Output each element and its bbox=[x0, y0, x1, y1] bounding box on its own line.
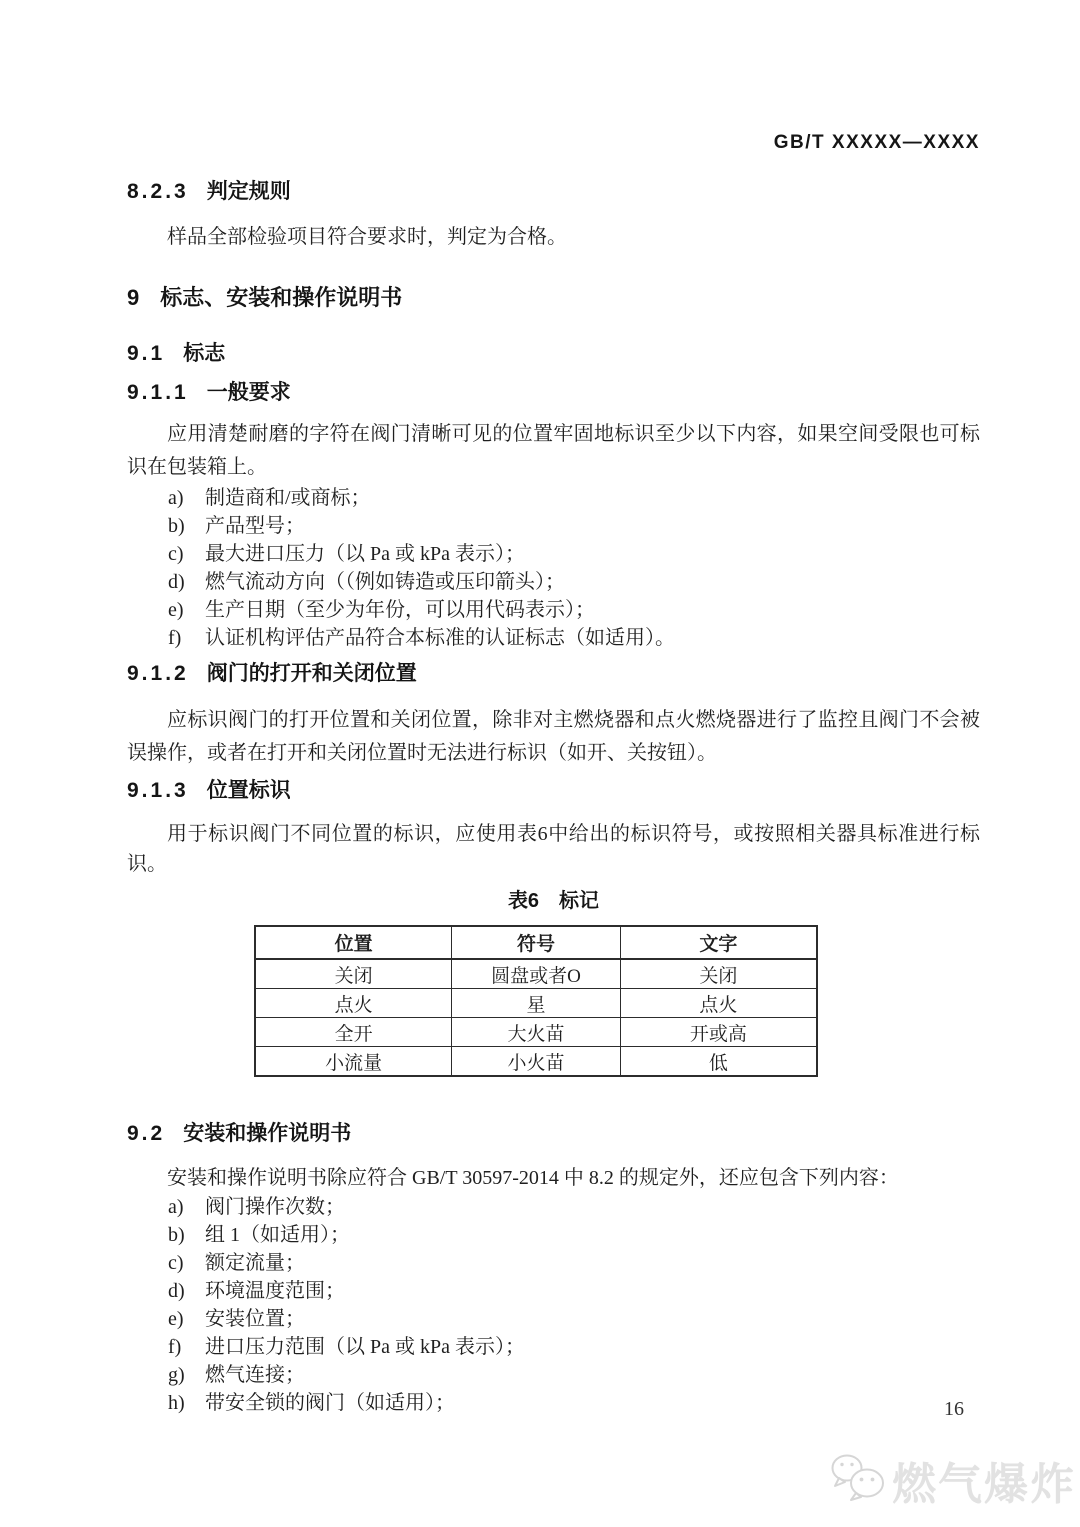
list-item-label: a) bbox=[168, 487, 184, 509]
list-item-label: f) bbox=[168, 1336, 182, 1358]
list-item-label: b) bbox=[168, 1224, 185, 1246]
list-item-label: e) bbox=[168, 599, 184, 621]
table-cell: 点火 bbox=[255, 989, 452, 1018]
heading-number: 9.1.3 bbox=[127, 779, 189, 802]
heading-9-1 bbox=[127, 341, 980, 367]
table-cell: 星 bbox=[452, 989, 620, 1018]
list-item bbox=[127, 540, 980, 568]
table-row bbox=[255, 989, 817, 1018]
list-item-text: 环境温度范围； bbox=[205, 1280, 345, 1302]
page-number: 16 bbox=[944, 1398, 964, 1420]
table-cell: 大火苗 bbox=[452, 1018, 620, 1047]
table-header-cell: 文字 bbox=[620, 926, 817, 959]
list-item bbox=[127, 512, 980, 540]
list-item-text: 生产日期（至少为年份，可以用代码表示）； bbox=[205, 599, 595, 621]
heading-title: 一般要求 bbox=[206, 381, 291, 404]
list-item-text: 组 1（如适用）； bbox=[205, 1224, 350, 1246]
table-cell: 低 bbox=[620, 1047, 817, 1077]
paragraph-9-2: 安装和操作说明书除应符合 GB/T 30597-2014 中 8.2 的规定外，还应包含下列内容： bbox=[167, 1167, 899, 1189]
list-item-text: 产品型号； bbox=[205, 515, 305, 537]
heading-number: 9.1.1 bbox=[127, 381, 189, 404]
list-item-text: 安装位置； bbox=[205, 1308, 305, 1330]
table-row bbox=[255, 959, 817, 989]
heading-number: 9.2 bbox=[127, 1122, 166, 1145]
list-item-text: 制造商和/或商标； bbox=[205, 487, 371, 509]
heading-9-1-1 bbox=[127, 380, 980, 406]
list-item-text: 认证机构评估产品符合本标准的认证标志（如适用）。 bbox=[205, 627, 675, 649]
list-item bbox=[127, 1305, 980, 1333]
list-item bbox=[127, 1361, 980, 1389]
heading-9-1-3 bbox=[127, 778, 980, 804]
heading-number: 9.1.2 bbox=[127, 662, 189, 685]
heading-8-2-3 bbox=[127, 179, 980, 205]
instruction-items-list bbox=[127, 1193, 980, 1417]
table-header-row bbox=[255, 926, 817, 959]
list-item bbox=[127, 596, 980, 624]
table-cell: 全开 bbox=[255, 1018, 452, 1047]
list-item bbox=[127, 1389, 980, 1417]
list-item-text: 燃气连接； bbox=[205, 1364, 305, 1386]
list-item-label: c) bbox=[168, 543, 184, 565]
table-cell: 圆盘或者O bbox=[452, 959, 620, 989]
list-item-text: 最大进口压力（以 Pa 或 kPa 表示）； bbox=[205, 543, 525, 565]
list-item-text: 燃气流动方向（（例如铸造或压印箭头）； bbox=[205, 571, 565, 593]
list-item-label: h) bbox=[168, 1392, 185, 1414]
list-item-label: e) bbox=[168, 1308, 184, 1330]
list-item bbox=[127, 1333, 980, 1361]
table-cell: 小火苗 bbox=[452, 1047, 620, 1077]
list-item bbox=[127, 1193, 980, 1221]
heading-title: 判定规则 bbox=[206, 180, 291, 203]
list-item-label: b) bbox=[168, 515, 185, 537]
table-cell: 开或高 bbox=[620, 1018, 817, 1047]
table-header-cell: 位置 bbox=[255, 926, 452, 959]
list-item-label: d) bbox=[168, 1280, 185, 1302]
table-cell: 关闭 bbox=[255, 959, 452, 989]
list-item-text: 带安全锁的阀门（如适用）； bbox=[205, 1392, 455, 1414]
list-item-label: a) bbox=[168, 1196, 184, 1218]
table-row bbox=[255, 1047, 817, 1077]
list-item bbox=[127, 1277, 980, 1305]
heading-title: 标志 bbox=[183, 342, 226, 365]
table-cell: 小流量 bbox=[255, 1047, 452, 1077]
list-item-text: 阀门操作次数； bbox=[205, 1196, 345, 1218]
paragraph-9-1-1: 应用清楚耐磨的字符在阀门清晰可见的位置牢固地标识至少以下内容，如果空间受限也可标识在包装箱上。 bbox=[127, 423, 980, 478]
marking-items-list bbox=[127, 484, 980, 652]
heading-number: 8.2.3 bbox=[127, 180, 189, 203]
heading-title: 位置标识 bbox=[206, 779, 291, 802]
list-item bbox=[127, 568, 980, 596]
list-item-text: 进口压力范围（以 Pa 或 kPa 表示）； bbox=[205, 1336, 525, 1358]
paragraph-8-2-3: 样品全部检验项目符合要求时，判定为合格。 bbox=[167, 226, 567, 248]
heading-9-2 bbox=[127, 1121, 980, 1147]
table-cell: 关闭 bbox=[620, 959, 817, 989]
table-header-cell: 符号 bbox=[452, 926, 620, 959]
paragraph-9-1-3: 用于标识阀门不同位置的标识，应使用表6中给出的标识符号，或按照相关器具标准进行标识。 bbox=[127, 823, 980, 875]
list-item-text: 额定流量； bbox=[205, 1252, 305, 1274]
list-item bbox=[127, 1221, 980, 1249]
heading-number: 9 bbox=[127, 285, 143, 310]
wechat-icon bbox=[830, 1452, 888, 1509]
heading-number: 9.1 bbox=[127, 342, 166, 365]
list-item bbox=[127, 1249, 980, 1277]
watermark-text: 燃气爆炸 bbox=[892, 1460, 1076, 1509]
list-item-label: d) bbox=[168, 571, 185, 593]
heading-9-1-2 bbox=[127, 661, 980, 687]
table-cell: 点火 bbox=[620, 989, 817, 1018]
list-item-label: g) bbox=[168, 1364, 185, 1386]
heading-title: 安装和操作说明书 bbox=[183, 1122, 352, 1145]
list-item-label: c) bbox=[168, 1252, 184, 1274]
table6 bbox=[254, 925, 818, 1077]
heading-title: 标志、安装和操作说明书 bbox=[160, 285, 403, 310]
table-caption: 表6 标记 bbox=[507, 890, 600, 912]
watermark bbox=[830, 1448, 1076, 1512]
list-item-label: f) bbox=[168, 627, 182, 649]
list-item bbox=[127, 624, 980, 652]
heading-9 bbox=[127, 284, 980, 312]
table-row bbox=[255, 1018, 817, 1047]
heading-title: 阀门的打开和关闭位置 bbox=[206, 662, 417, 685]
doc-code: GB/T XXXXX—XXXX bbox=[773, 132, 980, 153]
list-item bbox=[127, 484, 980, 512]
paragraph-9-1-2: 应标识阀门的打开位置和关闭位置，除非对主燃烧器和点火燃烧器进行了监控且阀门不会被误操作，或者在打开和关闭位置时无法进行标识（如开、关按钮）。 bbox=[127, 709, 980, 764]
